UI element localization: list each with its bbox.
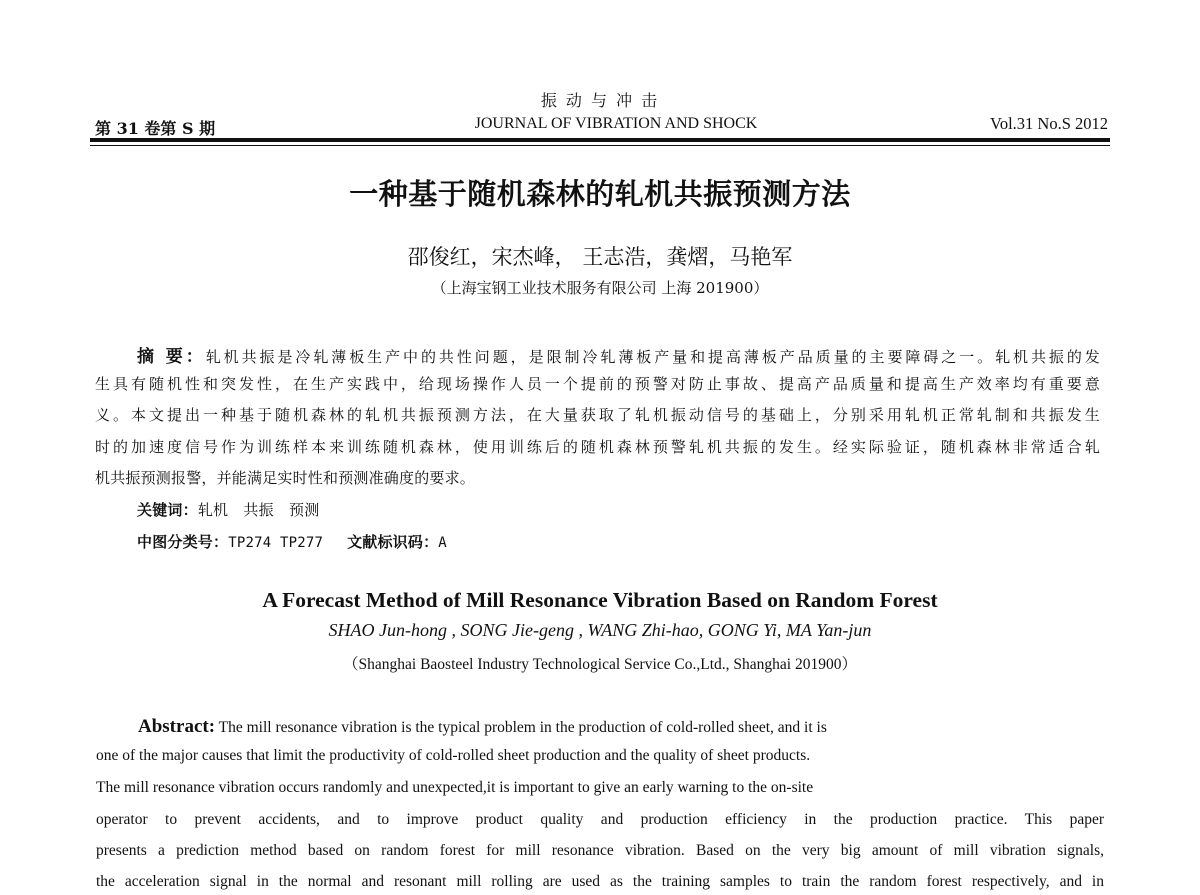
- abstract-en-line-2: one of the major causes that limit the productivity of cold-rolled sheet production and the quality of sheet products.: [96, 747, 811, 764]
- abstract-en-line-3: The mill resonance vibration occurs randomly and unexpected,it is important to give an early warning to the on-site: [96, 779, 814, 796]
- abstract-cn-line-2: 生具有随机性和突发性，在生产实践中，给现场操作人员一个提前的预警对防止事故、提高产品质量和提高生产效率均有重要意: [95, 375, 1100, 393]
- clc-label: 中图分类号：: [137, 533, 229, 551]
- abstract-cn-label: 摘 要：: [137, 347, 206, 367]
- abstract-cn-line-3: 义。本文提出一种基于随机森林的轧机共振预测方法，在大量获取了轧机振动信号的基础上，分别采用轧机正常轧制和共振发生: [95, 406, 1100, 424]
- abstract-cn-line-5: 机共振预测报警，并能满足实时性和预测准确度的要求。: [95, 469, 476, 487]
- header-rule-thick: [90, 138, 1110, 142]
- clc-value: TP274 TP277: [228, 535, 324, 551]
- volume-info: Vol.31 No.S 2012: [990, 114, 1108, 133]
- paper-title-en: A Forecast Method of Mill Resonance Vibration Based on Random Forest: [262, 588, 938, 612]
- keywords-cn: [137, 499, 319, 520]
- affiliation-cn: （上海宝钢工业技术服务有限公司 上海 201900）: [431, 279, 769, 297]
- issue-number-cn: 第 31 卷第 S 期: [95, 119, 216, 138]
- journal-name-en: JOURNAL OF VIBRATION AND SHOCK: [474, 115, 758, 132]
- abstract-cn-line-4: 时的加速度信号作为训练样本来训练随机森林，使用训练后的随机森林预警轧机共振的发生。经实际验证，随机森林非常适合轧: [95, 438, 1100, 456]
- classification-cn: [137, 531, 447, 552]
- abstract-cn-line-1: [137, 342, 1100, 367]
- keywords-label: 关键词：: [137, 501, 198, 519]
- abstract-en-label: Abstract:: [138, 716, 216, 737]
- doc-code-value: A: [438, 535, 447, 551]
- doc-code-label: 文献标识码：: [347, 533, 439, 551]
- keywords-value: 轧机 共振 预测: [197, 501, 320, 519]
- journal-name-cn: 振 动 与 冲 击: [540, 91, 660, 110]
- authors-cn: 邵俊红，宋杰峰， 王志浩，龚熠，马艳军: [407, 245, 793, 269]
- abstract-en-line-6: the acceleration signal in the normal and resonant mill rolling are used as the training samples to train the random forest respectively, and in: [96, 873, 1104, 890]
- abstract-en-line-5: presents a prediction method based on random forest for mill resonance vibration. Based on the very big amount of mill vibration signals,: [96, 842, 1104, 859]
- header-rule-thin: [90, 145, 1110, 146]
- affiliation-en: （Shanghai Baosteel Industry Technological Service Co.,Ltd., Shanghai 201900）: [343, 656, 857, 673]
- abstract-cn-text: 轧机共振是冷轧薄板生产中的共性问题，是限制冷轧薄板产量和提高薄板产品质量的主要障碍之一。轧机共振的发: [205, 348, 1100, 366]
- paper-title-cn: 一种基于随机森林的轧机共振预测方法: [349, 177, 851, 211]
- authors-en: SHAO Jun-hong , SONG Jie-geng , WANG Zhi-hao, GONG Yi, MA Yan-jun: [328, 620, 872, 640]
- abstract-en-first-text: The mill resonance vibration is the typical problem in the production of cold-rolled sheet, and it is: [218, 719, 827, 736]
- abstract-en-line-1: [138, 716, 827, 738]
- abstract-en-line-4: operator to prevent accidents, and to improve product quality and production efficiency in the production practice. This paper: [96, 811, 1104, 828]
